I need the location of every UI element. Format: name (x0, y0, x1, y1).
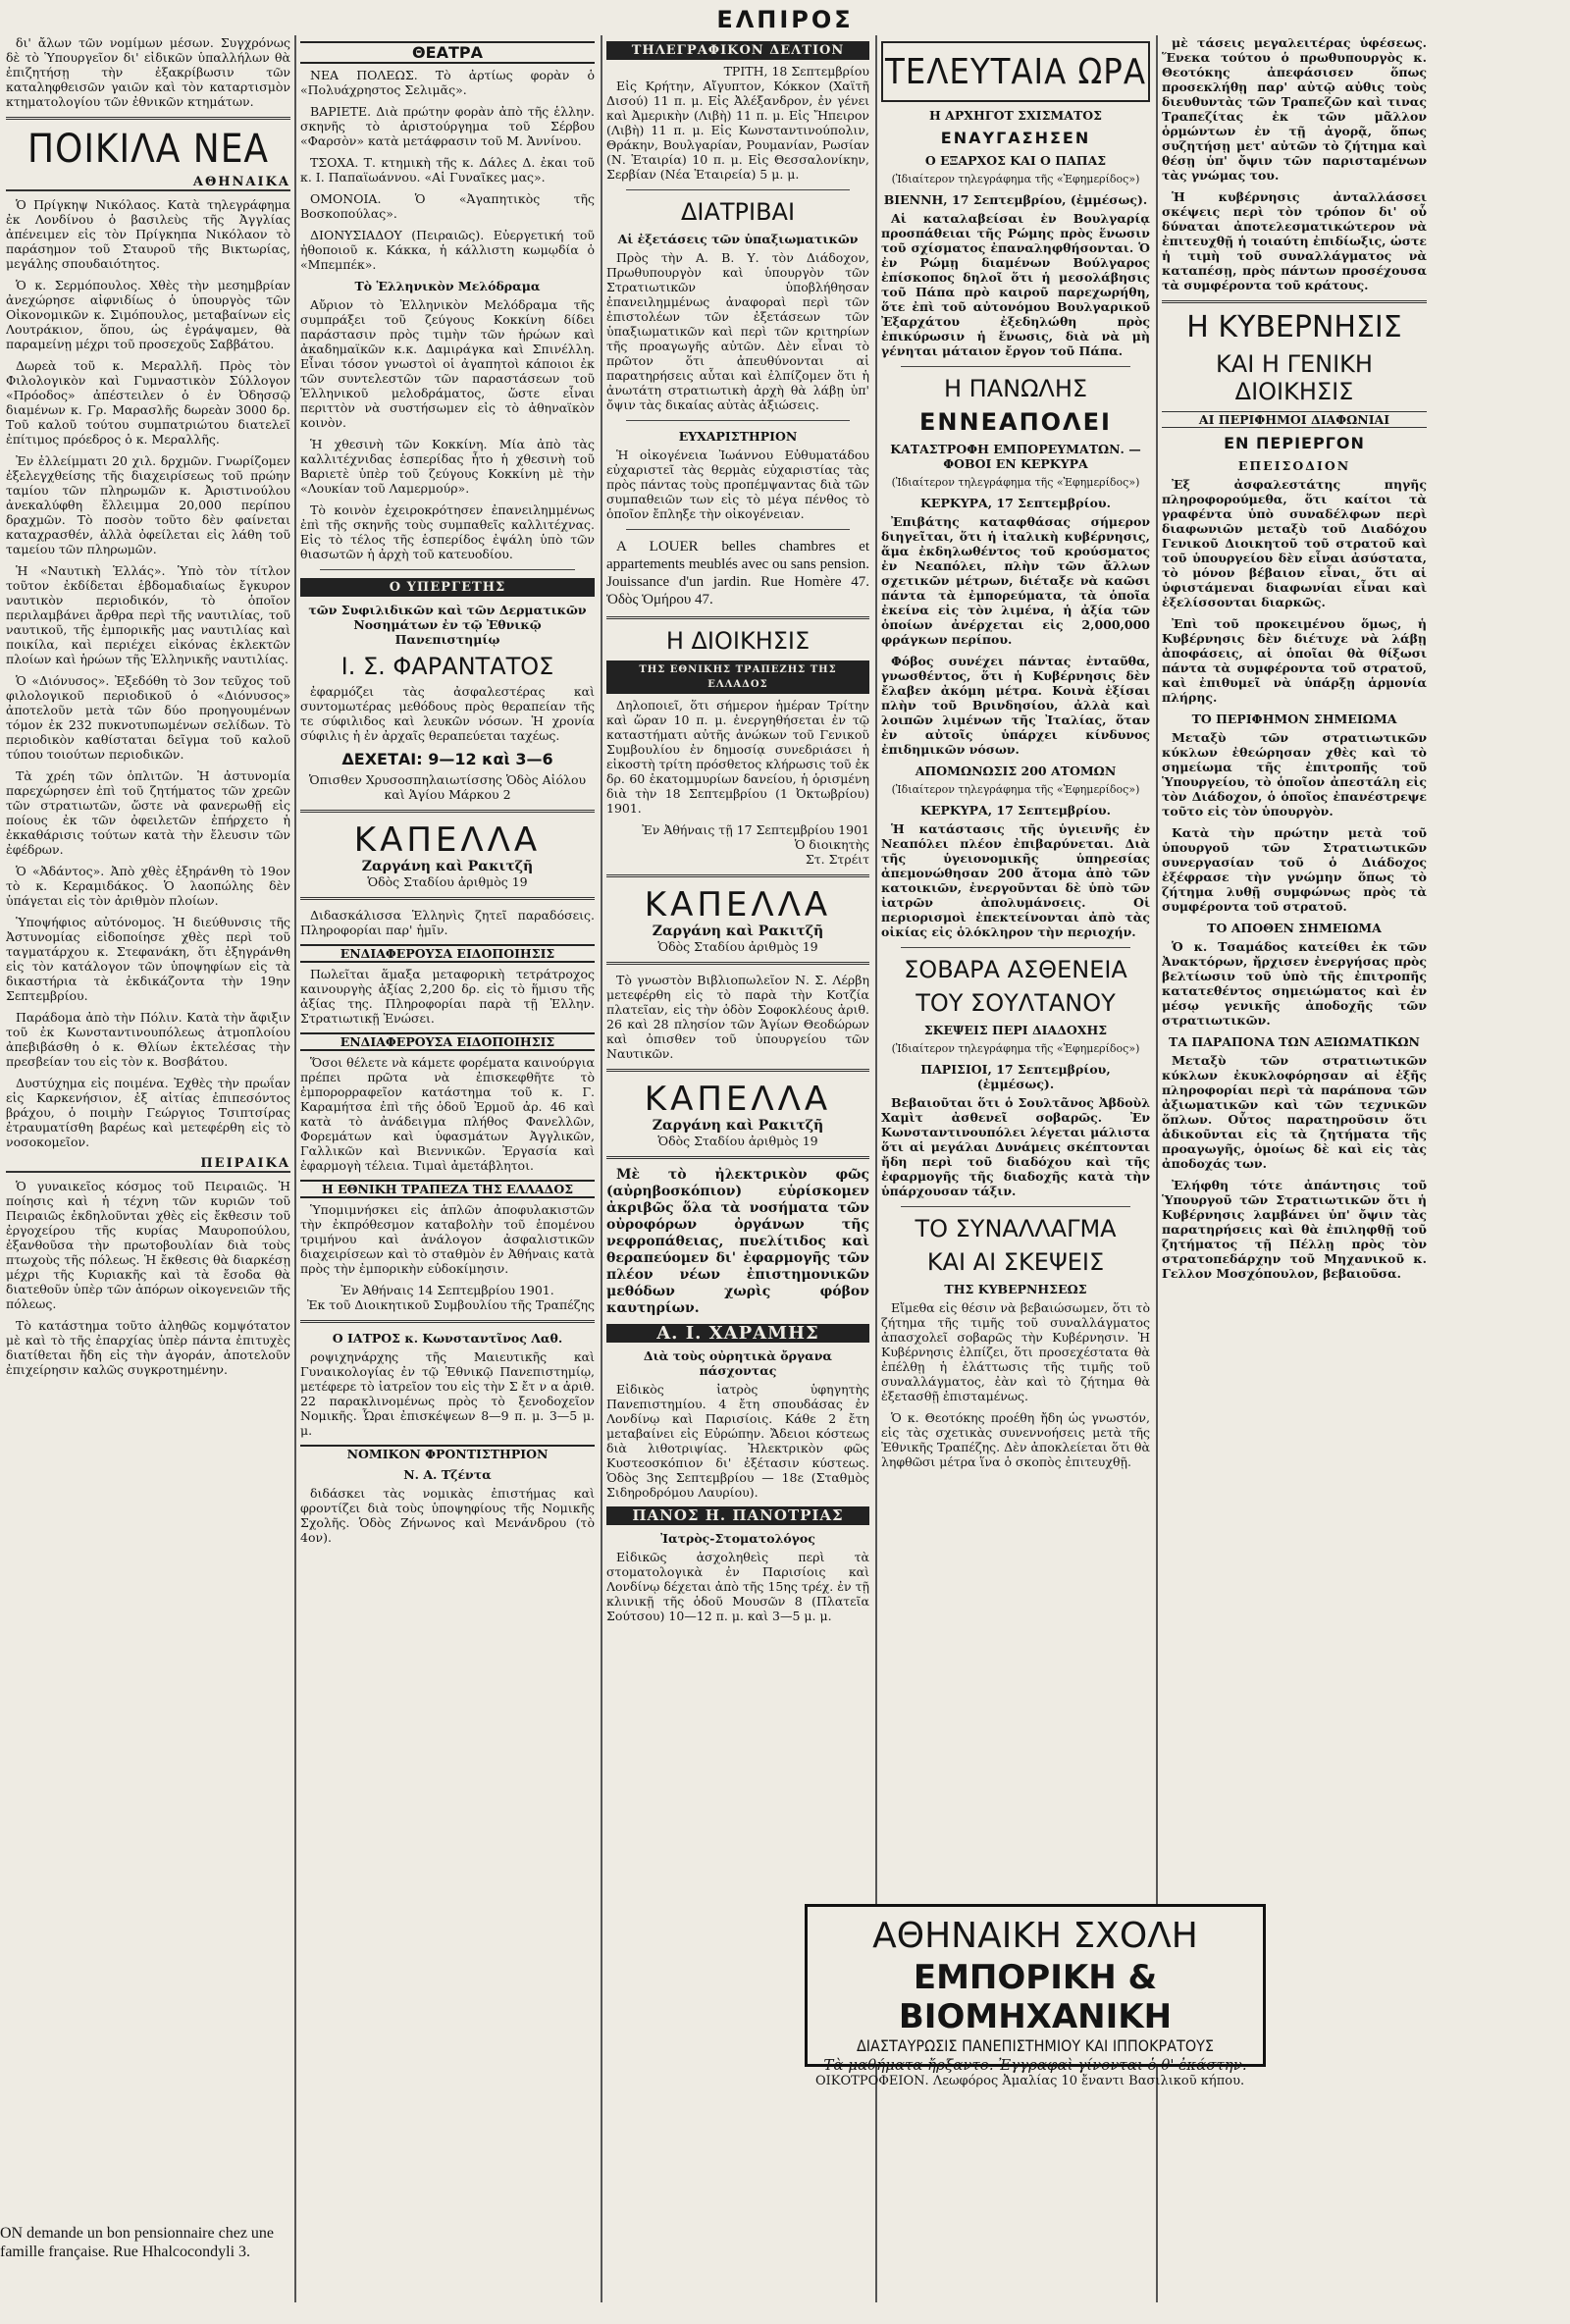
telegram-source: (Ἰδιαίτερον τηλεγράφημα τῆς «Ἐφημερίδος») (891, 476, 1140, 489)
article-text: Τὸ κοινὸν ἐχειροκρότησεν ἐπανειλημμένως ἐπὶ τῆς σκηνῆς τοὺς συμπαθεῖς καλλιτέχνας. Εἰς τὸ τέλος τῆς ἑσπερίδος ἐψάλη ὑπὸ τῶν θιασωτῶν ἡ ἀρχὴ τοῦ κατευοδίου. (300, 502, 595, 561)
notice-subheading: ΤΗΣ ΕΘΝΙΚΗΣ ΤΡΑΠΕΖΗΣ ΤΗΣ ΕΛΛΑΔΟΣ (606, 660, 869, 694)
article-subtitle: Η ΑΡΧΗΓΟΤ ΣΧΙΣΜΑΤΟΣ (929, 108, 1102, 123)
article-title: ΤΟ ΣΥΝΑΛΛΑΓΜΑ (915, 1215, 1117, 1242)
article-subtitle: Ο ΕΞΑΡΧΟΣ ΚΑΙ Ο ΠΑΠΑΣ (924, 153, 1107, 168)
column-1 (6, 35, 290, 2312)
divider (606, 1069, 869, 1072)
ad-subheading: τῶν Συφιλιδικῶν καὶ τῶν Δερματικῶν Νοσημάτων ἐν τῷ Ἐθνικῷ Πανεπιστημίῳ (308, 603, 587, 647)
ad-hours: ΔΕΧΕΤΑΙ: 9—12 καὶ 3—6 (341, 750, 553, 768)
article-subtitle: ΣΚΕΨΕΙΣ ΠΕΡΙ ΔΙΑΔΟΧΗΣ (923, 1023, 1108, 1037)
ad-text: Τὰ μαθήματα ἤρξαντο. Ἐγγραφαὶ γίνονται ὁ θ' ἐκάστην. (823, 2056, 1247, 2074)
section-subtitle: ΑΘΗΝΑΙΚΑ (6, 175, 290, 191)
ad-address: Ὁπισθεν Χρυσοσπηλαιωτίσσης Ὁδὸς Αἰόλου καὶ Ἁγίου Μάρκου 2 (308, 772, 587, 802)
article-subtitle: ΤΟ ΑΠΟΘΕΝ ΣΗΜΕΙΩΜΑ (1207, 921, 1382, 935)
ad-text: Εἰδικῶς ἀσχοληθεὶς περὶ τὰ στοματολογικὰ ἐν Παρισίοις καὶ Λονδίνῳ δέχεται ἀπὸ τῆς 15ης τρέχ. ἐν τῇ κλινικῇ τῆς ὁδοῦ Μουσῶν 8 (Πλατεῖα Σούτσου) 10—12 π. μ. καὶ 3—5 μ. μ. (606, 1550, 869, 1623)
article-text: Ἡ κατάστασις τῆς ὑγιεινῆς ἐν Νεαπόλει πλέον ἐπιβαρύνεται. Διὰ τῆς ὑγειονομικῆς ὑπηρεσίας ἀπεμονώθησαν 200 ἄτομα ἀπὸ τῶν κατοικιῶν, ἐνεργοῦνται δὲ ὑπὸ τῶν ἰατρῶν ἀπολυμάνσεις. Οἱ περιορισμοὶ ἐπεκτείνονται ἀπὸ τὰς οἰκίας εἰς ὁλόκληρον τὴν περιοχήν. (881, 821, 1150, 939)
article-text: Ἐπὶ τοῦ προκειμένου ὅμως, ἡ Κυβέρνησις δὲν διέτυχε νὰ λάβῃ ἀποφάσεις, αἱ ὁποῖαι θὰ θίξωσι πάντα τὰ συμφέροντα τοῦ στρατοῦ, καὶ ἐπιθυμεῖ νὰ ὑπάρξῃ ἁρμονία πλήρης. (1162, 616, 1427, 705)
theatre-listing: ΟΜΟΝΟΙΑ. Ὁ «Ἀγαπητικὸς τῆς Βοσκοπούλας». (300, 191, 595, 221)
divider (606, 1156, 869, 1159)
telegraph-text: Εἰς Κρήτην, Αἴγυπτον, Κόκκον (Χαϊτῆ Δισού) 11 π. μ. Εἰς Ἀλέξανδρον, ἐν γένει καὶ Ἀμερικὴν (Λιβὴ) 11 π. μ. Εἰς Ἤπειρον (Λιβὴ) 11 π. μ. Εἰς Κωνσταντινούπολιν, Θράκην, Βουλγαρίαν, Ρουμανίαν, Ρωσίαν (Ν. Ἑταιρία) 10 π. μ. Εἰς Θεσσαλονίκην, Σερβίαν (Νέα Ἑταιρεία) 5 μ. μ. (606, 79, 869, 182)
article-title: ΚΑΙ Η ΓΕΝΙΚΗ ΔΙΟΙΚΗΣΙΣ (1216, 350, 1373, 405)
telegram-source: (Ἰδιαίτερον τηλεγράφημα τῆς «Ἐφημερίδος») (891, 783, 1140, 796)
headline: ΤΕΛΕΥΤΑΙΑ ΩΡΑ (885, 52, 1146, 92)
divider (626, 529, 850, 530)
article-subtitle: ΚΑΤΑΣΤΡΟΦΗ ΕΜΠΟΡΕΥΜΑΤΩΝ. — ΦΟΒΟΙ ΕΝ ΚΕΡΚΥΡΑ (890, 442, 1141, 471)
article-text: μὲ τάσεις μεγαλειτέρας ὑφέσεως. Ἕνεκα τούτου ὁ πρωθυπουργὸς κ. Θεοτόκης ἀπεφάσισεν ὅπως προσεκλήθῃ παρ' αὐτῷ αὐθις τοὺς διευθυντὰς τῶν Τραπεζῶν καὶ τινας Τραπεζίτας ἐκ τῶν μᾶλλον ὁρμώντων ἐν τῇ ἀγορᾷ, ὅπως συζητήσῃ μετ' αὐτῶν τὸ ζήτημα καὶ θέσῃ ὑπ' ὄψιν τῶν παρισταμένων τὰς γνώμας του. (1162, 35, 1427, 183)
classified-ad: A LOUER belles chambres et appartements meublés avec ou sans pension. Jouissance d'un jardin. Rue Homère 47. Ὁδὸς Ὁμήρου 47. (606, 539, 869, 607)
ad-name: Α. Ι. ΧΑΡΑΜΗΣ (606, 1324, 869, 1343)
divider (901, 366, 1130, 367)
ad-subtitle: Ζαργάνη καὶ Ρακιτζῆ (361, 859, 534, 874)
ad-title: ΕΜΠΟΡΙΚΗ & ΒΙΟΜΗΧΑΝΙΚΗ (898, 1958, 1173, 2036)
divider (300, 1320, 595, 1323)
notice-date: Ἐν Ἀθήναις τῇ 17 Σεπτεμβρίου 1901 (642, 822, 869, 837)
article-subtitle: ΕΠΕΙΣΟΔΙΟΝ (1237, 458, 1351, 473)
telegram-source: (Ἰδιαίτερον τηλεγράφημα τῆς «Ἐφημερίδος») (891, 173, 1140, 185)
article-text: Κατὰ τὴν πρώτην μετὰ τοῦ ὑπουργοῦ τῶν Στρατιωτικῶν συνεργασίαν τοῦ ὁ Διάδοχος ἐξέφρασε τὴν γνώμην ὅπως τὸ ζήτημα λυθῇ συμφώνως πρὸς τὰ συμφέροντα τοῦ στρατοῦ. (1162, 825, 1427, 914)
ad-title: ΚΑΠΕΛΛΑ (644, 885, 832, 924)
notice-signature: Ἐκ τοῦ Διοικητικοῦ Συμβουλίου τῆς Τραπέζης (306, 1297, 595, 1312)
notice-heading: ΕΝΔΙΑΦΕΡΟΥΣΑ ΕΙΔΟΠΟΙΗΣΙΣ (300, 1032, 595, 1051)
notice-heading: ΕΝΔΙΑΦΕΡΟΥΣΑ ΕΙΔΟΠΟΙΗΣΙΣ (300, 944, 595, 963)
ad-heading: ΝΟΜΙΚΟΝ ΦΡΟΝΤΙΣΤΗΡΙΟΝ (300, 1445, 595, 1461)
dateline: ΒΙΕΝΝΗ, 17 Σεπτεμβρίου, (ἐμμέσως). (883, 192, 1148, 207)
article-text: Μεταξὺ τῶν στρατιωτικῶν κύκλων ἐθεώρησαν χθὲς καὶ τὸ σημείωμα τῆς ἐπιτροπῆς τοῦ Ὑπουργείου, τὸ ὁποῖον ἀπεστάλη εἰς τὸν Διάδοχον, ὁ ὁποῖος ἐπανέστρεψε τοῦτο εἰς τὸν ὑπουργὸν. (1162, 730, 1427, 819)
notice-text: Πωλεῖται ἅμαξα μεταφορικὴ τετράτροχος καινουργὴς ἀξίας 2,200 δρ. εἰς τὸ ἥμισυ τῆς ἀξίας της. Πληροφορίαι παρὰ τῇ Ἑλλην. Στρατιωτικῇ Ἑνώσει. (300, 967, 595, 1026)
article-text: Ὁ γυναικεῖος κόσμος τοῦ Πειραιῶς. Ἡ ποίησις καὶ ἡ τέχνη τῶν κυριῶν τοῦ Πειραιῶς ἐκδηλοῦνται χθὲς εἰς ἔκθεσιν τοῦ ἐργοχείρου τῆς κυρίας Μαυροπούλου, ἐξανθοῦσα τὴν πρωτοβουλίαν διὰ τοὺς πτωχοὺς τῆς πόλεως. Ἡ ἔκθεσις θὰ διαρκέσῃ μέχρι τῆς Κυριακῆς καὶ τὰ ἔσοδα θὰ διατεθοῦν ὑπὲρ τῶν ἀπόρων οἰκογενειῶν τῆς πόλεως. (6, 1179, 290, 1311)
ad-text: ἐφαρμόζει τὰς ἀσφαλεστέρας καὶ συντομωτέρας μεθόδους πρὸς θεραπείαν τῆς τε σύφιλιδος καὶ λευκῶν νόσων. Ἡ χρονία σύφιλις ἡ ἐν ἀρχαῖς θεραπεύεται ταχέως. (300, 684, 595, 743)
ad-subtitle: Ἰατρὸς-Στοματολόγος (660, 1531, 815, 1546)
telegraph-heading: ΤΗΛΕΓΡΑΦΙΚΟΝ ΔΕΛΤΙΟΝ (606, 41, 869, 60)
ad-text: Εἰδικὸς ἰατρὸς ὑφηγητὴς Πανεπιστημίου. 4 ἔτη σπουδάσας ἐν Λονδίνῳ καὶ Παρισίοις. Κάθε 2 ἔτη μεταβαίνει εἰς Εὐρώπην. Ἄδειοι κόστεως διὰ λιθοτριψίας. Ἠλεκτρικὸν φῶς Κυστεοσκόπιον δι' ἐξέτασιν κύστεως. Ὁδὸς 3ης Σεπτεμβρίου — 18ε (Σταθμὸς Σιδηροδρόμου Λαυρίου). (606, 1382, 869, 1500)
article-subtitle: ΑΙ ΠΕΡΙΦΗΜΟΙ ΔΙΑΦΩΝΙΑΙ (1162, 411, 1427, 428)
notice-heading: Η ΕΘΝΙΚΗ ΤΡΑΠΕΖΑ ΤΗΣ ΕΛΛΑΔΟΣ (300, 1180, 595, 1198)
divider (320, 569, 575, 570)
notice-date: Ἐν Ἀθήναις 14 Σεπτεμβρίου 1901. (340, 1283, 554, 1297)
ad-title: ΑΘΗΝΑΙΚΗ ΣΧΟΛΗ (872, 1916, 1198, 1956)
column-rule (601, 35, 602, 2302)
article-text: Ἡ «Ναυτικὴ Ἑλλάς». Ὑπὸ τὸν τίτλον τοῦτον ἐκδίδεται ἑβδομαδιαίως ἔγκυρον ναυτικὸν περιοδικόν, τὸ ὁποῖον περιλαμβάνει ἄρθρα περὶ τῆς ναυτιλίας, τοῦ ναυτικοῦ, τῆς ἐμπορικῆς μας ναυτιλίας καὶ ποικίλα, καὶ περιέχει εἰκόνας ἐκλεκτῶν πλοίων καὶ ἡρώων τῆς Ἑλληνικῆς ναυτιλίας. (6, 563, 290, 666)
theatre-heading: ΘΕΑΤΡΑ (300, 41, 595, 64)
notice-text: Ἡ οἰκογένεια Ἰωάννου Εὐθυματάδου εὐχαριστεῖ τὰς θερμὰς εὐχαριστίας τὰς πρὸς πάντας τοὺς προπέμψαντας διὰ τῶν συμπαθειῶν των εἰς τὸ μέγα πένθος τὸ ὁποῖον ἔπληξε τὴν οἰκογένειαν. (606, 448, 869, 521)
notice-text: Ὑπομιμνήσκει εἰς ἁπλῶν ἀποφυλακιστῶν τὴν ἐκπρόθεσμον καταβολὴν τοῦ ἑπομένου τριμήνου καὶ ἀνάλογον ἀσφαλιστικῶν διαχειρίσεων καὶ τὸ σταθμὸν ἐν Ἀθήναις κατὰ πρὸς τὴν ἐμπορικὴν εὐδοκίμησιν. (300, 1202, 595, 1276)
notice-text: Ὅσοι θέλετε νὰ κάμετε φορέματα καινούργια πρέπει πρῶτα νὰ ἐπισκεφθῆτε τὸ ἐμπορορραφεῖον κατάστημα τοῦ κ. Γ. Καραμήτσα ἐπὶ τῆς ὁδοῦ Ἐρμοῦ ἀρ. 46 καὶ κατὰ τὸ ἀνάδειγμα πλήθος Φανελλῶν, Φορεμάτων καὶ ὑφασμάτων Ἀγγλικῶν, Γαλλικῶν καὶ Βιεννικῶν. Ἐργασία καὶ ἐφαρμογὴ τέλεια. Τιμαὶ ἀμετάβλητοι. (300, 1055, 595, 1173)
divider (626, 189, 850, 190)
article-subtitle: Αἱ ἐξετάσεις τῶν ὑπαξιωματικῶν (617, 232, 859, 246)
article-subtitle: ΕΝΑΥΓΑΣΗΣΕΝ (940, 129, 1091, 147)
article-title: ΔΙΑΤΡΙΒΑΙ (680, 198, 796, 226)
divider (606, 874, 869, 877)
ad-name: Ι. Σ. ΦΑΡΑΝΤΑΤΟΣ (340, 653, 554, 680)
article-subtitle: ΕΝ ΠΕΡΙΕΡΓΟΝ (1224, 434, 1365, 452)
notice-heading: Η ΔΙΟΙΚΗΣΙΣ (665, 627, 811, 655)
ad-heading: Ο ΥΠΕΡΓΕΤΗΣ (300, 578, 595, 597)
headline-box (881, 41, 1150, 102)
theatre-listing: ΒΑΡΙΕΤΕ. Διὰ πρώτην φορὰν ἀπὸ τῆς ἑλλην. σκηνῆς τὸ ἀριστούργημα τοῦ Σέρβου «Φαρσὸν» κατὰ μετάφρασιν τοῦ Μ. Ἀννίνου. (300, 104, 595, 148)
divider (606, 616, 869, 619)
article-text: Εἴμεθα εἰς θέσιν νὰ βεβαιώσωμεν, ὅτι τὸ ζήτημα τῆς τιμῆς τοῦ συναλλάγματος ἀπασχολεῖ σοβαρῶς τὴν Κυβέρνησιν. Ἡ Κυβέρνησις ἐλπίζει, ὅτι προσεχέστατα θὰ ἐπέλθῃ ἡ ἐλάττωσις τῆς τιμῆς τοῦ συναλλάγματος, ἐὰν καὶ τὸ ζήτημα θὰ ἐξετασθῇ ἐπισταμένως. (881, 1300, 1150, 1403)
article-title: Η ΚΥΒΕΡΝΗΣΙΣ (1186, 310, 1402, 344)
notice-text: Δηλοποιεῖ, ὅτι σήμερον ἡμέραν Τρίτην καὶ ὥραν 10 π. μ. ἐνεργηθήσεται ἐν τῷ καταστήματι αὐτῆς ἀνώκων τοῦ Γενικοῦ Συμβουλίου ἐν δημοσίᾳ συνεδριάσει ἡ εἰκοστὴ τρίτη πρόσθετος κλήρωσις τοῦ ἐκ δρ. 60 ἑκατομμυρίων δανείου, ἡ ὁρισμένη διὰ τὴν 18 Σεπτεμβρίου (1 Ὀκτωβρίου) 1901. (606, 698, 869, 816)
article-text: Ἡ κυβέρνησις ἀνταλλάσσει σκέψεις περὶ τὸν τρόπον δι' οὗ δύναται ἀποτελεσματικώτερον νὰ ἐπιτευχθῇ ἡ τοιαύτη ἐπιδίωξις, ὡστε ἡ τιμὴ τοῦ συναλλάγματος νὰ καταπέσῃ, πρὸς πάντων προσέχουσα τὰ συμφέροντα τοῦ κράτους. (1162, 189, 1427, 292)
article-title: ΚΑΙ ΑΙ ΣΚΕΨΕΙΣ (926, 1248, 1105, 1276)
article-text: Ὁ κ. Θεοτόκης προέθη ἤδη ὡς γνωστόν, εἰς τὰς σχετικὰς συνεννοήσεις μετὰ τῆς Ἐθνικῆς Τραπέζης. Δὲν ἀποκλείεται ὅτι θὰ ληφθῶσι μέτρα ἵνα ὁ σκοπὸς ἐπιτευχθῇ. (881, 1410, 1150, 1469)
article-text: δι' ἄλων τῶν νομίμων μέσων. Συγχρόνως δὲ τὸ Ὑπουργεῖον δι' εἰδικῶν ὑπαλλήλων θὰ ἐπιζητήσῃ τὴν ἐξακρίβωσιν τῶν καταληφθεισῶν γαιῶν καὶ τὸν καταρτισμὸν κτηματολογίου τῶν ἐθνικῶν κτημάτων. (6, 35, 290, 109)
theatre-listing: ΝΕΑ ΠΟΛΕΩΣ. Τὸ ἀρτίως φορὰν ὁ «Πολυάχρηστος Σελιμᾶς». (300, 68, 595, 97)
article-text: Φόβος συνέχει πάντας ἐνταῦθα, γνωσθέντος, ὅτι ἡ Κυβέρνησις δὲν ἔλαβεν ἀκόμη μέτρα. Κοινὰ ἐξίσαι πλὴν τοῦ Βρινδησίου, ἀλλὰ καὶ λοιπῶν λιμένων τῆς Ἰταλίας, ὅταν ἐν αὐτοῖς ὑπάρχει κίνδυνος ἐπιδημικῶν νόσων. (881, 654, 1150, 757)
ad-text: ροψιχηνάρχης τῆς Μαιευτικῆς καὶ Γυναικολογίας ἐν τῷ Ἐθνικῷ Πανεπιστημίῳ, μετέφερε τὸ ἰατρεῖον του εἰς τὴν Σ ἔτ ν α ἀριθ. 22 παρακλινομένως πρὸς τὸ ξενοδοχεῖον Νομικῆς. Ὧραι ἐπισκέψεων 8—9 π. μ. 3—5 μ. μ. (300, 1349, 595, 1438)
article-title: ΣΟΒΑΡΑ ΑΣΘΕΝΕΙΑ (904, 956, 1127, 983)
article-text: Ὁ κ. Σερμόπουλος. Χθὲς τὴν μεσημβρίαν ἀνεχώρησε αἰφνιδίως ὁ ὑπουργὸς τῶν Οἰκονομικῶν κ. Σιμόπουλος, μεταβαίνων εἰς Λουτράκιον, ὅπου, ὡς ἐγράψαμεν, θὰ παραμείνῃ μέχρι τοῦ προσεχοῦς Σαββάτου. (6, 278, 290, 351)
article-text: Ὁ «Ἀδάντος». Ἀπὸ χθὲς ἐξηράνθη τὸ 19ον τὸ κ. Κεραμιδάκος. Ὁ λαοπώλης δὲν ὑπάγεται εἰς τὸν ἀριθμὸν πλοίων. (6, 864, 290, 908)
article-subtitle: ΤΗΣ ΚΥΒΕΡΝΗΣΕΩΣ (944, 1282, 1087, 1296)
article-text: Βεβαιοῦται ὅτι ὁ Σουλτᾶνος Ἀβδοὺλ Χαμὶτ ἀσθενεῖ σοβαρῶς. Ἐν Κωνσταντινουπόλει λέγεται μάλιστα ὅτι αἱ μεγάλαι Δυνάμεις σκέπτονται ἤδη περὶ τοῦ διαδόχου καὶ τῆς ἐφαρμογῆς τῆς διαδοχῆς κατὰ τὴν ὑπάρχουσαν τάξιν. (881, 1095, 1150, 1198)
theatre-listing: ΔΙΟΝΥΣΙΑΔΟΥ (Πειραιῶς). Εὐεργετική τοῦ ἠθοποιοῦ κ. Κάκκα, ἡ κάλλιστη κωμῳδία ὁ «Μπεμπέκ». (300, 228, 595, 272)
ad-title: ΚΑΠΕΛΛΑ (353, 820, 542, 860)
ad-text: διδάσκει τὰς νομικὰς ἐπιστήμας καὶ φροντίζει διὰ τοὺς ὑποψηφίους τῆς Νομικῆς Σχολῆς. Ὁδὸς Ζήνωνος καὶ Μενάνδρου (τὸ 4ον). (300, 1486, 595, 1545)
dateline: ΠΑΡΙΣΙΟΙ, 17 Σεπτεμβρίου, (ἐμμέσως). (920, 1062, 1111, 1091)
ad-text: Τὸ γνωστὸν Βιβλιοπωλεῖον Ν. Σ. Λέρβη μετεφέρθη εἰς τὸ παρὰ τὴν Κοτζία πλατεῖαν, εἰς τὴν ὁδὸν Σοφοκλέους ἀριθ. 26 καὶ 28 πλησίον τῶν Ἁγίων Θεοδώρων καὶ ὀπισθεν τοῦ ὑπουργείου τῶν Ναυτικῶν. (606, 973, 869, 1061)
article-text: Τὸ κατάστημα τοῦτο ἀληθῶς κομψότατον μὲ καὶ τὸ τῆς ἐπαρχίας ὑπὲρ πάντα ἐπιτυχὲς διατίθεται ἤδη εἰς τὴν ἀγοράν, ἀποτελοῦν ἐπιχείρησιν καλῶς συγκροτημένην. (6, 1318, 290, 1377)
article-text: Ἐξ ἀσφαλεστάτης πηγῆς πληροφορούμεθα, ὅτι καίτοι τὰ γραφέντα ὑπὸ συναδέλφων περὶ διαφωνιῶν μεταξὺ τοῦ Διαδόχου Γενικοῦ Διοικητοῦ τοῦ στρατοῦ καὶ τοῦ ὑπουργείου δὲν εἶναι ἀσύστατα, τὸ μόνον βέβαιον εἶναι, ὅτι αἱ ὑφιστάμεναι διαφωνίαι εἶναι καὶ ἐξελίσσονται διαρκῶς. (1162, 477, 1427, 609)
article-text: Δυστύχημα εἰς ποιμένα. Ἐχθὲς τὴν πρωΐαν εἰς Καρκενήσιον, ἐξ αἰτίας ἐπιπεσόντος βράχου, ὁ ποιμὴν Γεώργιος Τσιπτσίρας ἐτραυματίσθη βαρέως καὶ μετεφέρθη εἰς τὸ νοσοκομεῖον. (6, 1076, 290, 1149)
article-subtitle: ΤΑ ΠΑΡΑΠΟΝΑ ΤΩΝ ΑΞΙΩΜΑΤΙΚΩΝ (1169, 1034, 1420, 1049)
masthead: ΕΛΠΙΡΟΣ (716, 6, 854, 33)
divider (300, 810, 595, 813)
divider (1162, 300, 1427, 303)
article-title: Η ΠΑΝΩΛΗΣ (943, 375, 1088, 402)
classified-ad: Διδασκάλισσα Ἑλληνὶς ζητεῖ παραδόσεις. Πληροφορίαι παρ' ἡμῖν. (300, 908, 595, 937)
ad-text: ΟΙΚΟΤΡΟΦΕΙΟΝ. Λεωφόρος Ἀμαλίας 10 ἔναντι Βασιλικοῦ κήπου. (815, 2074, 1245, 2088)
article-text: Ὑποψήφιος αὐτόνομος. Ἡ διεύθυνσις τῆς Ἀστυνομίας εἰδοποίησε χθὲς περὶ τοῦ ταγματάρχου κ. Στεφανάκη, ὅτι ἐξηγράνθη εἰς τὸν κατάλογον τῶν ὑποψηφίων εἰς τὰ δικαστήρια τὰ ἐκδικάζοντα τὴν 19ην Σεπτεμβρίου. (6, 915, 290, 1003)
telegraph-date: ΤΡΙΤΗ, 18 Σεπτεμβρίου (723, 64, 869, 79)
dateline: ΚΕΡΚΥΡΑ, 17 Σεπτεμβρίου. (920, 803, 1111, 818)
article-text: Ὁ κ. Τσαμάδος κατείθει ἐκ τῶν Ἀνακτόρων, ἤρχισεν ἐνεργήσας πρὸς βελτίωσιν τοῦ ὑπὸ τῆς ἐπιτροπῆς κατατεθέντος σημειώματος καὶ ἐν μέσῳ γενικῆς ἀποδοχῆς τῶν στρατιωτικῶν. (1162, 939, 1427, 1028)
divider (901, 1206, 1130, 1207)
school-advertisement (805, 1904, 1266, 2088)
article-subtitle: ΤΟ ΠΕΡΙΦΗΜΟΝ ΣΗΜΕΙΩΜΑ (1191, 712, 1397, 726)
ad-subtitle: Ζαργάνη καὶ Ρακιτζῆ (652, 1118, 824, 1134)
column-rule (294, 35, 296, 2302)
article-heading: Τὸ Ἑλληνικὸν Μελόδραμα (354, 279, 541, 293)
article-text: Ἐλήφθη τότε ἀπάντησις τοῦ Ὑπουργοῦ τῶν Στρατιωτικῶν ὅτι ἡ Κυβέρνησις λαμβάνει ὑπ' ὄψιν τὰς παρατηρήσεις καὶ θὰ ἐπιληφθῇ τοῦ ζητήματος τῇ Πέλλῃ πρὸς τὸν στρατοπεδάρχην τοῦ Μηχανικοῦ κ. Γελλον Μοσχόπουλον, βεβαιοῦσα. (1162, 1178, 1427, 1281)
theatre-listing: ΤΣΟΧΑ. Τ. κτημικὴ τῆς κ. Δάλες Δ. ἐκαι τοῦ κ. Ι. Παπαϊωάννου. «Αἱ Γυναῖκες μας». (300, 155, 595, 185)
ad-subtitle: ΔΙΑΣΤΑΥΡΩΣΙΣ ΠΑΝΕΠΙΣΤΗΜΙΟΥ ΚΑΙ ΙΠΠΟΚΡΑΤΟΥΣ (856, 2036, 1215, 2055)
divider (300, 897, 595, 900)
article-text: Ἐπιβάτης καταφθάσας σήμερον διηγεῖται, ὅτι ἡ ἰταλικὴ κυβέρνησις, ἅμα ἐκδηλωθέντος τοῦ κρούσματος ἐν Νεαπόλει, πλὴν τῶν ἄλλων σχετικῶν μέτρων, διέταξε νὰ καῶσι πάντα τὰ ἐμπορεύματα, τὰ ὁποῖα ἐκείνα εἰς τὸν λιμένα, ἡ ἀξία τῶν ὁποίων ἀνέρχεται εἰς 2,000,000 φράγκων περίπου. (881, 514, 1150, 647)
ad-address: Ὁδὸς Σταδίου ἀριθμὸς 19 (657, 1134, 818, 1148)
ad-heading: Ο ΙΑΤΡΟΣ κ. Κωνσταντῖνος Λαθ. (332, 1331, 563, 1346)
divider (901, 947, 1130, 948)
article-text: Πρὸς τὴν Α. Β. Υ. τὸν Διάδοχον, Πρωθυπουργὸν καὶ ὑπουργὸν τῶν Στρατιωτικῶν ὑποβλήθησαν ἐπανειλημμένως ἀναφοραὶ περὶ τῶν ἐπιστολέων τῶν ἐξετάσεων τῶν ὑπαξιωματικῶν καὶ περὶ τῶν κριτηρίων τῆς προαγωγῆς αὐτῶν. Δὲν εἶναι τὸ πρῶτον ὅτι ἀπευθύνονται αἱ παρατηρήσεις αὗται καὶ ἐλπίζομεν ὅτι ἡ ἀνωτάτη στρατιωτικὴ ἀρχὴ θὰ λάβῃ ὑπ' ὄψιν τὰς δικαίας αὐτὰς ἀξιώσεις. (606, 250, 869, 412)
article-text: Τὰ χρέη τῶν ὁπλιτῶν. Ἡ ἀστυνομία παρεχώρησεν ἐπὶ τοῦ ζητήματος τῶν χρεῶν τῶν στρατιωτῶν, ὥστε νὰ φανερωθῇ εἰς ποίους ἐκ τῶν ὀφειλετῶν ἐπήρχετο ἡ ἐκκαθάρισις τούτων κατὰ τὴν ἔλευσιν τῶν ἐφέδρων. (6, 768, 290, 857)
column-2 (300, 35, 595, 2312)
article-text: Αὔριον τὸ Ἑλληνικὸν Μελόδραμα τῆς συμπράξει τοῦ ζεύγους Κοκκίνη δίδει παράστασιν πρὸς τιμὴν τῶν ἡρώων καὶ ἀκαδημαϊκῶν κ.κ. Δαμιράγκα καὶ Σπινέλλη. Εἶναι τόσον γνωστοὶ οἱ ἀγαπητοὶ κάποιοι ἐκ τῶν συντελεστῶν τῶν παραστάσεων τοῦ Ἑλληνικοῦ μελοδράματος, ὥστε εἶναι περιττὸν νὰ συστήσωμεν εἰς τὸ ἀθηναϊκὸν κοινὸν. (300, 297, 595, 430)
article-text: Ὁ Πρίγκηψ Νικόλαος. Κατὰ τηλεγράφημα ἐκ Λονδίνου ὁ βασιλεὺς τῆς Ἀγγλίας ἀπένειμεν εἰς τὸν Πρίγκηπα Νικόλαον τὸ παράσημον τοῦ Σταυροῦ τῆς Βικτωρίας, μεγάλης σπουδαιότητος. (6, 197, 290, 271)
section-title: ΠΟΙΚΙΛΑ ΝΕΑ (26, 127, 270, 172)
article-text: Ὁ «Διόνυσος». Ἐξεδόθη τὸ 3ον τεῦχος τοῦ φιλολογικοῦ περιοδικοῦ ὁ «Διόνυσος» ἀποτελοῦν μετὰ τῶν δύο προηγουμένων τόμον ἐκ 232 πυκνοτυπωμένων σελίδων. Τὸ περιοδικὸν καθίσταται δεῖγμα τοῦ καλοῦ τύπου τοιούτων περιοδικῶν. (6, 673, 290, 762)
notice-heading: ΕΥΧΑΡΙΣΤΗΡΙΟΝ (678, 429, 798, 444)
divider (606, 962, 869, 965)
article-text: Ἡ χθεσινὴ τῶν Κοκκίνη. Μία ἀπὸ τὰς καλλιτέχνιδας ἑσπερίδας ἦτο ἡ χθεσινὴ τοῦ Βαριετὲ ὑπὲρ τοῦ ζεύγους Κοκκίνη μὲ τὴν «Λουκίαν τοῦ Λαμερμούρ». (300, 437, 595, 496)
ad-address: Ὁδὸς Σταδίου ἀριθμὸς 19 (367, 874, 528, 889)
article-text: Δωρεὰ τοῦ κ. Μεραλλῆ. Πρὸς τὸν Φιλολογικὸν καὶ Γυμναστικὸν Σύλλογον «Πρόοδος» ἀπέστειλεν ὁ ἐν Ὀδησσῷ διαμένων κ. Γρ. Μαρασλῆς δωρεὰν 3000 δρ. Τοῦ καλοῦ τούτου συμπατριώτου διατελεῖ ἐπίτιμος πρόεδρος ὁ κ. Μεραλλῆς. (6, 358, 290, 447)
telegram-source: (Ἰδιαίτερον τηλεγράφημα τῆς «Ἐφημερίδος») (891, 1042, 1140, 1055)
ad-address: Ὁδὸς Σταδίου ἀριθμὸς 19 (657, 939, 818, 954)
article-text: Παράδομα ἀπὸ τὴν Πόλιν. Κατὰ τὴν ἄφιξιν τοῦ ἐκ Κωνσταντινουπόλεως ἀτμοπλοίου ἀπεβιβάσθη ὁ κ. Θλίων ἐκτελέσας τὴν πρεσβείαν του εἰς τὸν κ. Βοσβάτου. (6, 1010, 290, 1069)
article-title: ΕΝΝΕΑΠΟΛΕΙ (919, 408, 1112, 436)
article-text: Μεταξὺ τῶν στρατιωτικῶν κύκλων ἐκυκλοφόρησαν αἱ ἐξῆς πληροφορίαι περὶ τὰ παράπονα τῶν ἀξιωματικῶν καὶ τῶν τεχνικῶν ὅπλων. Οὗτος παρατηροῦσιν ὅτι ἀδικοῦνται εἰς τὰ ζητήματα τῆς προαγωγῆς, ὁμοίως δὲ καὶ εἰς τὰς ἀποδοχάς των. (1162, 1053, 1427, 1171)
notice-signature: Ὁ διοικητὴς (794, 837, 869, 852)
article-subtitle: ΑΠΟΜΩΝΩΣΙΣ 200 ΑΤΟΜΩΝ (915, 764, 1117, 778)
divider (6, 117, 290, 120)
divider (626, 420, 850, 421)
ad-name: Ν. Α. Τζέντα (403, 1467, 492, 1482)
notice-signature: Στ. Στρέιτ (805, 852, 869, 867)
classified-ad: ON demande un bon pensionnaire chez une famille française. Rue Hhalcocondyli 3. (0, 2225, 275, 2260)
article-text: Αἱ καταλαβείσαι ἐν Βουλγαρίᾳ προσπάθειαι τῆς Ρώμης πρὸς ἕνωσιν τοῦ σχίσματος ἐπαναληφθήσονται. Ὁ ἐν Ρώμῃ διαμένων Βούλγαρος ἐπίσκοπος δηλοῖ ὅτι ἡ μεσολάβησις τοῦ Πάπα πρὸ καιροῦ παρεχωρήθη, ὅτε ἐπὶ τοῦ αὐτονόμου Βουλγαρικοῦ Ἐξαρχάτου ἐξεδηλώθη πρὸς ἐπικύρωσιν ἡ ἕνωσις, διὰ νὰ μὴ γένηται μάταιον ἔργον τοῦ Πάπα. (881, 211, 1150, 358)
section-subtitle: ΠΕΙΡΑΙΚΑ (6, 1156, 290, 1173)
dateline: ΚΕΡΚΥΡΑ, 17 Σεπτεμβρίου. (920, 496, 1111, 510)
article-title: ΤΟΥ ΣΟΥΛΤΑΝΟΥ (916, 989, 1116, 1017)
ad-subtitle: Ζαργάνη καὶ Ρακιτζῆ (652, 924, 824, 939)
ad-text: Μὲ τὸ ἠλεκτρικὸν φῶς (αὐρηβοσκόπιον) εὑρίσκομεν ἀκριβῶς ὅλα τὰ νοσήματα τῶν οὐροφόρων ὀργάνων τῆς νεφροπάθειας, πυελίτιδος καὶ θεραπεύομεν δι' ἐφαρμογῆς τῶν πλέον νέων ἐπιστημονικῶν μεθόδων χωρὶς φόβον καυτηρίων. (606, 1167, 869, 1316)
ad-name: ΠΑΝΟΣ Η. ΠΑΝΟΤΡΙΑΣ (606, 1506, 869, 1525)
ad-subtitle: Διὰ τοὺς οὐρητικὰ ὄργανα πάσχοντας (643, 1348, 833, 1378)
article-text: Ἐν ἐλλείμματι 20 χιλ. δρχμῶν. Γνωρίζομεν ἐξελεγχθείσης τῆς διαχειρίσεως τοῦ πρώην ταμίου τῶν πληρωμῶν κ. Ἀριστινούλου ἀνεκαλύφθη ἔλλειμμα 20,000 περίπου δραχμῶν. Τὸ ποσὸν τοῦτο δὲν φαίνεται καταχρασθέν, ἀλλὰ ὀφείλεται εἰς λάθη τοῦ ταμείου τῶν πληρωμῶν. (6, 453, 290, 556)
ad-title: ΚΑΠΕΛΛΑ (644, 1080, 832, 1119)
